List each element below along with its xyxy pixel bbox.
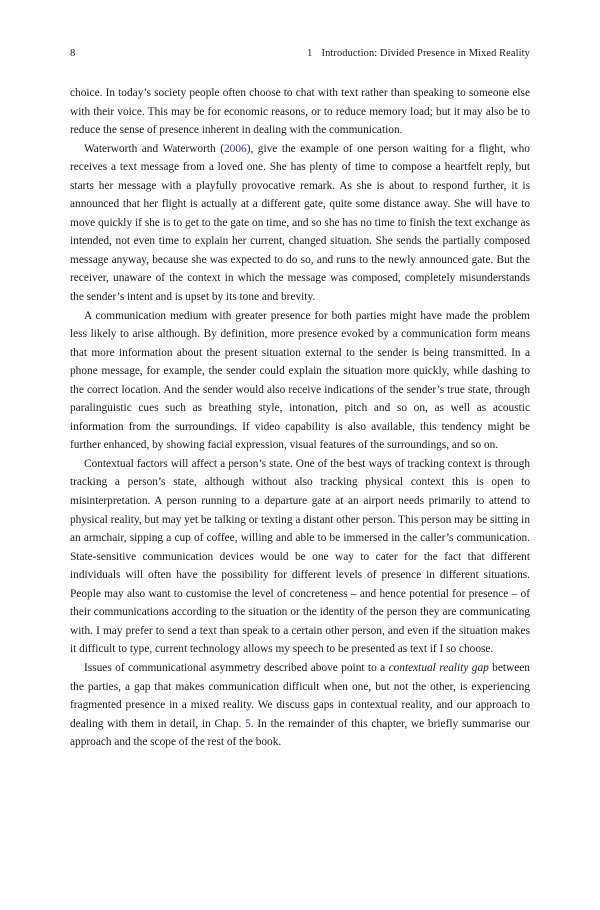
citation-link[interactable]: 2006 bbox=[224, 142, 247, 155]
running-head-title bbox=[307, 48, 530, 59]
emphasised-term: contextual reality gap bbox=[388, 661, 489, 674]
page-number: 8 bbox=[70, 48, 76, 59]
running-head bbox=[70, 48, 530, 64]
paragraph: A communication medium with greater presence for both parties might have made the problem less likely to arise although. By definition, more presence evoked by a communication form means that more information about the present situation external to the sender is being transmitted. In a phone message, for example, the sender could explain the situation more quickly, while dashing to the correct location. And the sender would also receive indications of the sender’s true state, through paralinguistic cues such as breathing style, intonation, pitch and so on, as well as acoustic information from the surroundings. If video capability is also available, this tendency might be further enhanced, by showing facial expression, visual features of the surroundings, and so on. bbox=[70, 309, 530, 452]
paragraph: Waterworth and Waterworth (2006), give the example of one person waiting for a flight, who receives a text message from a loved one. She has plenty of time to compose a heartfelt reply, but starts her message with a playfully provocative remark. As she is about to respond further, it is announced that her flight is actually at a different gate, quite some distance away. She will have to move quickly if she is to get to the gate on time, and so she has no time to finish the text exchange as intended, not even time to explain her current, changed situation. She sends the partially composed message anyway, because she was expected to do so, and runs to the newly announced gate. But the receiver, unaware of the context in which the message was composed, completely misunderstands the sender’s intent and is upset by its tone and brevity. bbox=[70, 142, 530, 304]
paragraph: Contextual factors will affect a person’s state. One of the best ways of tracking context is through tracking a person’s state, although without also tracking physical context this is open to misinterpretation. A person running to a departure gate at an airport needs primarily to attend to physical reality, but may yet be talking or texting a distant other person. This person may be sitting in an armchair, sipping a cup of coffee, willing and able to be immersed in the caller’s communication. State-sensitive communication devices would be one way to cater for the fact that different individuals will often have the possibility for different levels of presence in different situations. People may also want to customise the level of concreteness – and hence potential for presence – of their communications according to the situation or the identity of the person they are communicating with. I may prefer to send a text than speak to a certain other person, and even if the situation makes it difficult to type, current technology allows my speech to be presented as text if I so choose. bbox=[70, 457, 530, 656]
citation-link[interactable]: 5 bbox=[245, 717, 251, 730]
paragraph: choice. In today’s society people often choose to chat with text rather than speaking to someone else with their voice. This may be for economic reasons, or to reduce memory load; but it may also be to reduce the sense of presence inherent in dealing with the communication. bbox=[70, 87, 530, 137]
chapter-number: 1 bbox=[307, 48, 313, 59]
paragraph: Issues of communicational asymmetry described above point to a contextual reality gap between the parties, a gap that makes communication difficult when one, but not the other, is experiencing fragmented presence in a mixed reality. We discuss gaps in contextual reality, and our approach to dealing with them in detail, in Chap. 5. In the remainder of this chapter, we briefly summarise our approach and the scope of the rest of the book. bbox=[70, 661, 530, 749]
body-text-column bbox=[70, 84, 530, 752]
chapter-title: Introduction: Divided Presence in Mixed Reality bbox=[321, 48, 530, 59]
